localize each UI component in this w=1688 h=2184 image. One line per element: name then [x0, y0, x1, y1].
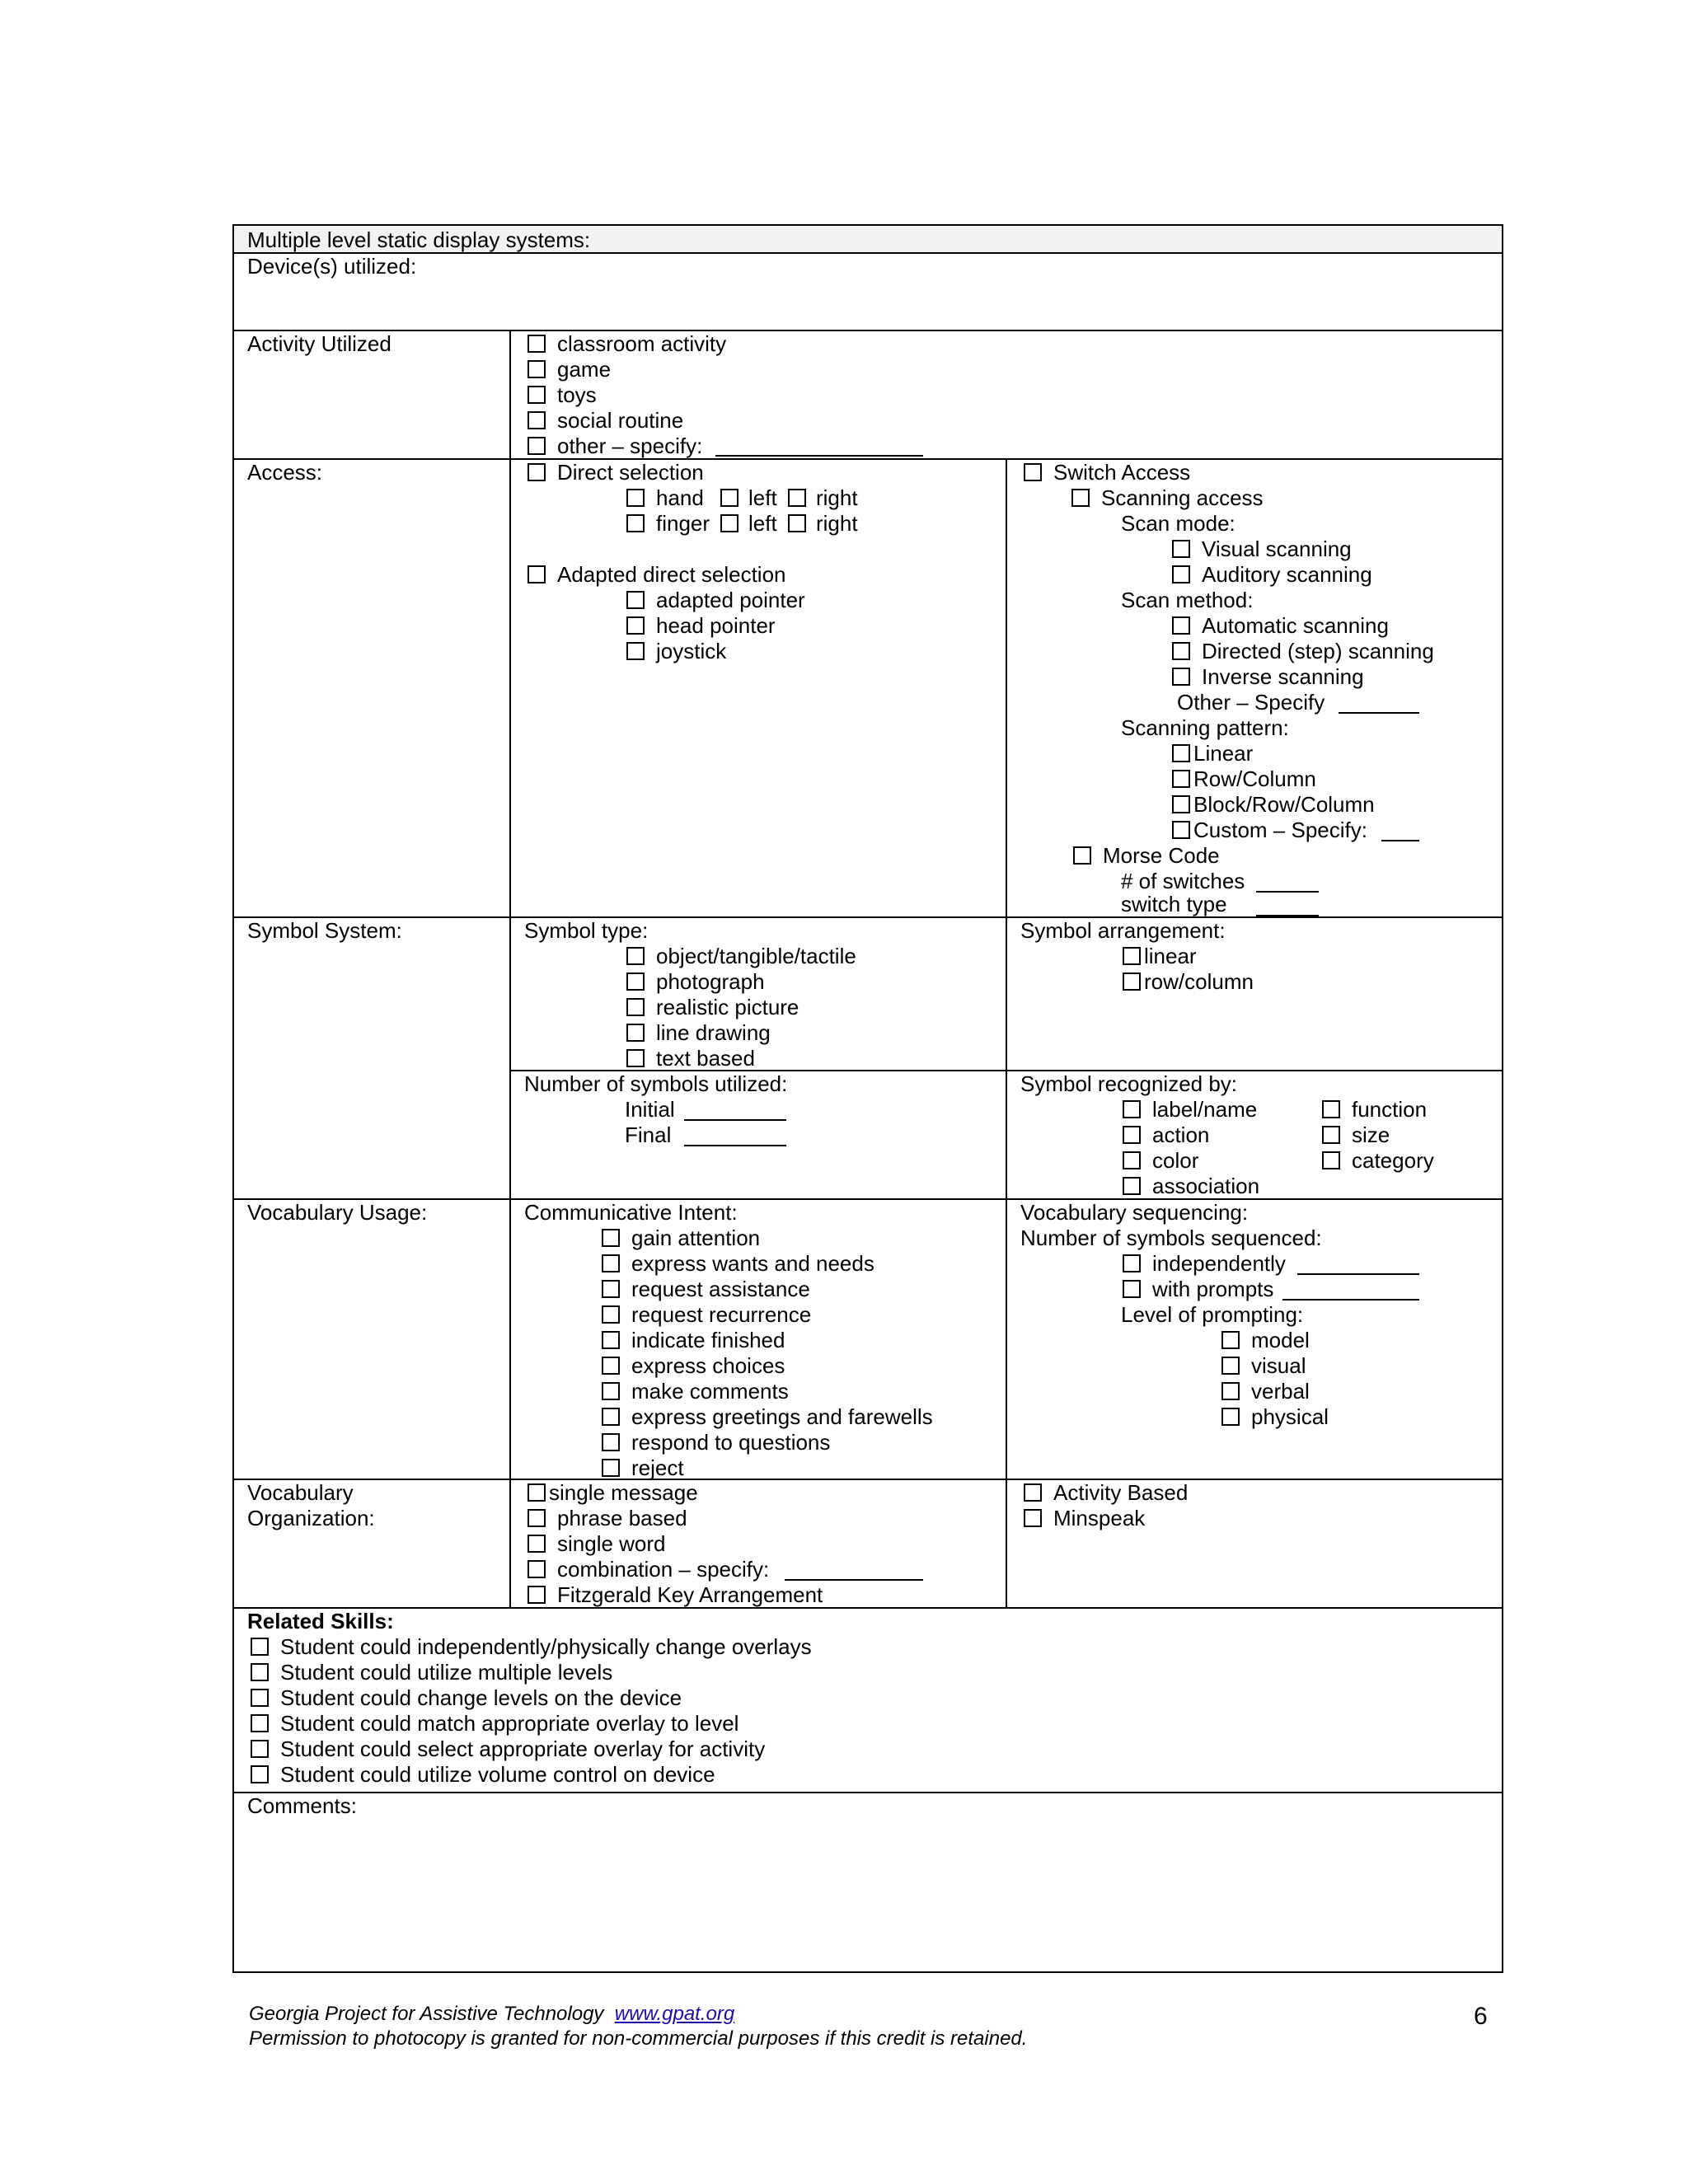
skill-option: Student could utilize multiple levels	[280, 1660, 613, 1685]
scan-method-label: Scan method:	[1121, 588, 1254, 612]
symbols-sequenced-label: Number of symbols sequenced:	[1020, 1226, 1322, 1250]
checkbox[interactable]	[1123, 972, 1141, 991]
symbol-system-label: Symbol System:	[247, 918, 402, 943]
symbol-type-option: photograph	[656, 969, 765, 994]
with-prompts-label: with prompts	[1152, 1277, 1274, 1301]
finger-label: finger	[656, 511, 710, 536]
pattern-option: Row/Column	[1193, 766, 1316, 791]
intent-option: make comments	[631, 1379, 789, 1404]
recognized-option: action	[1152, 1122, 1210, 1147]
checkbox[interactable]	[626, 1049, 645, 1067]
intent-option: request recurrence	[631, 1302, 812, 1327]
checkbox[interactable]	[251, 1740, 269, 1758]
checkbox[interactable]	[251, 1663, 269, 1681]
checkbox[interactable]	[602, 1254, 620, 1272]
intent-option: indicate finished	[631, 1328, 785, 1352]
specify-blank[interactable]	[1256, 891, 1319, 893]
prompting-level-label: Level of prompting:	[1121, 1302, 1304, 1327]
rule	[234, 916, 1502, 918]
scan-mode-label: Scan mode:	[1121, 511, 1236, 536]
checkbox[interactable]	[1172, 744, 1190, 762]
activity-option: game	[557, 357, 612, 382]
prompt-option: physical	[1251, 1404, 1329, 1429]
activity-option: other – specify:	[557, 434, 703, 458]
scanning-pattern-label: Scanning pattern:	[1121, 715, 1289, 740]
related-skills-label: Related Skills:	[247, 1609, 394, 1633]
checkbox[interactable]	[626, 998, 645, 1016]
checkbox[interactable]	[1172, 642, 1190, 660]
checkbox[interactable]	[1172, 616, 1190, 635]
intent-option: reject	[631, 1455, 684, 1480]
checkbox[interactable]	[626, 489, 645, 507]
prompt-option: visual	[1251, 1353, 1306, 1378]
checkbox[interactable]	[1221, 1331, 1240, 1349]
activity-label: Activity Utilized	[247, 331, 392, 356]
checkbox[interactable]	[1322, 1100, 1340, 1118]
org-option: Minspeak	[1053, 1506, 1146, 1530]
activity-option: toys	[557, 382, 597, 407]
checkbox[interactable]	[1221, 1382, 1240, 1400]
checkbox[interactable]	[1172, 770, 1190, 788]
symbol-type-option: realistic picture	[656, 995, 799, 1019]
symbol-type-label: Symbol type:	[524, 918, 649, 943]
intent-option: respond to questions	[631, 1430, 831, 1455]
footer-credit	[249, 2003, 734, 2026]
rule	[234, 330, 1502, 331]
rule	[234, 458, 1502, 460]
org-option: single word	[557, 1531, 666, 1556]
footer-link[interactable]: www.gpat.org	[614, 2003, 735, 2025]
checkbox[interactable]	[1221, 1357, 1240, 1375]
rule	[234, 1479, 1502, 1480]
symbol-type-option: line drawing	[656, 1020, 771, 1045]
other-specify-label: Other – Specify	[1177, 690, 1325, 715]
checkbox[interactable]	[528, 463, 546, 481]
checkbox[interactable]	[528, 437, 546, 455]
checkbox[interactable]	[626, 1024, 645, 1042]
with-prompts-blank[interactable]	[1282, 1299, 1419, 1301]
pattern-option: Custom – Specify:	[1193, 818, 1367, 842]
checkbox[interactable]	[1123, 1151, 1141, 1169]
rule	[234, 1792, 1502, 1793]
org-option: combination – specify:	[557, 1557, 770, 1582]
recognized-option: association	[1152, 1174, 1260, 1198]
final-label: Final	[625, 1122, 672, 1147]
initial-blank[interactable]	[684, 1119, 786, 1121]
assessment-form	[232, 224, 1503, 1973]
checkbox[interactable]	[1024, 1483, 1042, 1502]
page-number: 6	[1474, 2003, 1488, 2030]
devices-label: Device(s) utilized:	[247, 254, 417, 279]
checkbox[interactable]	[528, 1586, 546, 1604]
pattern-option: Linear	[1193, 741, 1254, 766]
intent-option: request assistance	[631, 1277, 810, 1301]
symbol-type-option: text based	[656, 1046, 755, 1071]
specify-blank[interactable]	[785, 1579, 923, 1581]
checkbox[interactable]	[528, 411, 546, 429]
checkbox[interactable]	[788, 514, 806, 532]
activity-option: social routine	[557, 408, 684, 433]
skill-option: Student could select appropriate overlay for activity	[280, 1736, 766, 1761]
specify-blank[interactable]	[1381, 840, 1419, 841]
checkbox[interactable]	[602, 1408, 620, 1426]
checkbox[interactable]	[1123, 1100, 1141, 1118]
checkbox[interactable]	[1322, 1151, 1340, 1169]
org-option: single message	[549, 1480, 698, 1505]
checkbox[interactable]	[1172, 540, 1190, 558]
checkbox[interactable]	[602, 1280, 620, 1298]
checkbox[interactable]	[626, 514, 645, 532]
scanning-access-label: Scanning access	[1101, 485, 1264, 510]
checkbox[interactable]	[528, 386, 546, 404]
checkbox[interactable]	[1123, 1254, 1141, 1272]
checkbox[interactable]	[1073, 846, 1091, 865]
checkbox[interactable]	[788, 489, 806, 507]
checkbox[interactable]	[602, 1229, 620, 1247]
intent-option: gain attention	[631, 1226, 761, 1250]
left-label: left	[748, 511, 777, 536]
checkbox[interactable]	[1322, 1126, 1340, 1144]
morse-code-label: Morse Code	[1103, 843, 1220, 868]
right-label: right	[816, 485, 858, 510]
vocab-sequencing-label: Vocabulary sequencing:	[1020, 1200, 1249, 1225]
recognized-option: category	[1352, 1148, 1434, 1173]
scan-mode-option: Visual scanning	[1202, 537, 1352, 561]
intent-label: Communicative Intent:	[524, 1200, 738, 1225]
checkbox[interactable]	[1221, 1408, 1240, 1426]
initial-label: Initial	[625, 1097, 675, 1122]
checkbox[interactable]	[626, 972, 645, 991]
skill-option: Student could match appropriate overlay to level	[280, 1711, 739, 1736]
adapted-option: adapted pointer	[656, 588, 805, 612]
checkbox[interactable]	[1123, 1177, 1141, 1195]
intent-option: express wants and needs	[631, 1251, 874, 1276]
checkbox[interactable]	[1123, 1126, 1141, 1144]
comments-label: Comments:	[247, 1793, 357, 1818]
checkbox[interactable]	[720, 489, 738, 507]
skill-option: Student could utilize volume control on device	[280, 1762, 715, 1787]
checkbox[interactable]	[528, 1535, 546, 1553]
direct-selection-label: Direct selection	[557, 460, 704, 485]
checkbox[interactable]	[1172, 795, 1190, 813]
checkbox[interactable]	[1024, 463, 1042, 481]
prompt-option: verbal	[1251, 1379, 1310, 1404]
checkbox[interactable]	[602, 1305, 620, 1324]
checkbox[interactable]	[528, 1560, 546, 1578]
checkbox[interactable]	[251, 1765, 269, 1783]
arrangement-option: linear	[1144, 944, 1197, 968]
checkbox[interactable]	[1024, 1509, 1042, 1527]
intent-option: express greetings and farewells	[631, 1404, 933, 1429]
checkbox[interactable]	[602, 1459, 620, 1477]
checkbox[interactable]	[251, 1638, 269, 1656]
vocab-org-label: Organization:	[247, 1506, 375, 1530]
symbol-arrangement-label: Symbol arrangement:	[1020, 918, 1226, 943]
access-label: Access:	[247, 460, 323, 485]
left-label: left	[748, 485, 777, 510]
arrangement-option: row/column	[1144, 969, 1254, 994]
num-switches-label: # of switches	[1121, 869, 1245, 893]
checkbox[interactable]	[251, 1689, 269, 1707]
org-option: Activity Based	[1053, 1480, 1189, 1505]
checkbox[interactable]	[1123, 1280, 1141, 1298]
activity-option: classroom activity	[557, 331, 727, 356]
checkbox[interactable]	[1172, 668, 1190, 686]
checkbox[interactable]	[528, 1483, 546, 1502]
recognized-option: size	[1352, 1122, 1390, 1147]
scan-method-option: Directed (step) scanning	[1202, 639, 1434, 663]
recognized-option: label/name	[1152, 1097, 1258, 1122]
checkbox[interactable]	[528, 565, 546, 583]
vocab-org-label: Vocabulary	[247, 1480, 354, 1505]
switch-access-label: Switch Access	[1053, 460, 1191, 485]
skill-option: Student could change levels on the device	[280, 1685, 682, 1710]
checkbox[interactable]	[528, 1509, 546, 1527]
rule	[509, 330, 511, 1607]
org-option: phrase based	[557, 1506, 687, 1530]
checkbox[interactable]	[251, 1714, 269, 1732]
independently-label: independently	[1152, 1251, 1286, 1276]
adapted-selection-label: Adapted direct selection	[557, 562, 786, 587]
number-symbols-label: Number of symbols utilized:	[524, 1071, 788, 1096]
footer-org: Georgia Project for Assistive Technology	[249, 2003, 604, 2025]
scan-mode-option: Auditory scanning	[1202, 562, 1372, 587]
rule	[1006, 458, 1007, 1607]
symbol-type-option: object/tangible/tactile	[656, 944, 856, 968]
specify-blank[interactable]	[1339, 712, 1419, 714]
symbol-recognized-label: Symbol recognized by:	[1020, 1071, 1238, 1096]
checkbox[interactable]	[528, 335, 546, 353]
org-option: Fitzgerald Key Arrangement	[557, 1582, 823, 1607]
checkbox[interactable]	[626, 642, 645, 660]
checkbox[interactable]	[602, 1433, 620, 1451]
checkbox[interactable]	[1172, 565, 1190, 583]
intent-option: express choices	[631, 1353, 785, 1378]
scan-method-option: Inverse scanning	[1202, 664, 1364, 689]
checkbox[interactable]	[720, 514, 738, 532]
checkbox[interactable]	[1172, 821, 1190, 839]
pattern-option: Block/Row/Column	[1193, 792, 1375, 817]
recognized-option: function	[1352, 1097, 1428, 1122]
checkbox[interactable]	[602, 1382, 620, 1400]
checkbox[interactable]	[602, 1357, 620, 1375]
adapted-option: joystick	[656, 639, 727, 663]
switch-type-label: switch type	[1121, 892, 1227, 916]
skill-option: Student could independently/physically change overlays	[280, 1634, 812, 1659]
checkbox[interactable]	[626, 591, 645, 609]
checkbox[interactable]	[602, 1331, 620, 1349]
checkbox[interactable]	[626, 947, 645, 965]
scan-method-option: Automatic scanning	[1202, 613, 1389, 638]
vocab-usage-label: Vocabulary Usage:	[247, 1200, 428, 1225]
checkbox[interactable]	[1071, 489, 1090, 507]
footer-permission: Permission to photocopy is granted for non-commercial purposes if this credit is retained.	[249, 2027, 1028, 2050]
specify-blank[interactable]	[1256, 915, 1319, 916]
rule	[234, 1607, 1502, 1609]
rule	[234, 252, 1502, 254]
final-blank[interactable]	[684, 1145, 786, 1146]
form-title: Multiple level static display systems:	[247, 227, 591, 252]
independently-blank[interactable]	[1297, 1273, 1419, 1275]
prompt-option: model	[1251, 1328, 1310, 1352]
checkbox[interactable]	[528, 360, 546, 378]
right-label: right	[816, 511, 858, 536]
checkbox[interactable]	[626, 616, 645, 635]
adapted-option: head pointer	[656, 613, 776, 638]
recognized-option: color	[1152, 1148, 1199, 1173]
hand-label: hand	[656, 485, 704, 510]
checkbox[interactable]	[1123, 947, 1141, 965]
specify-blank[interactable]	[715, 455, 923, 457]
